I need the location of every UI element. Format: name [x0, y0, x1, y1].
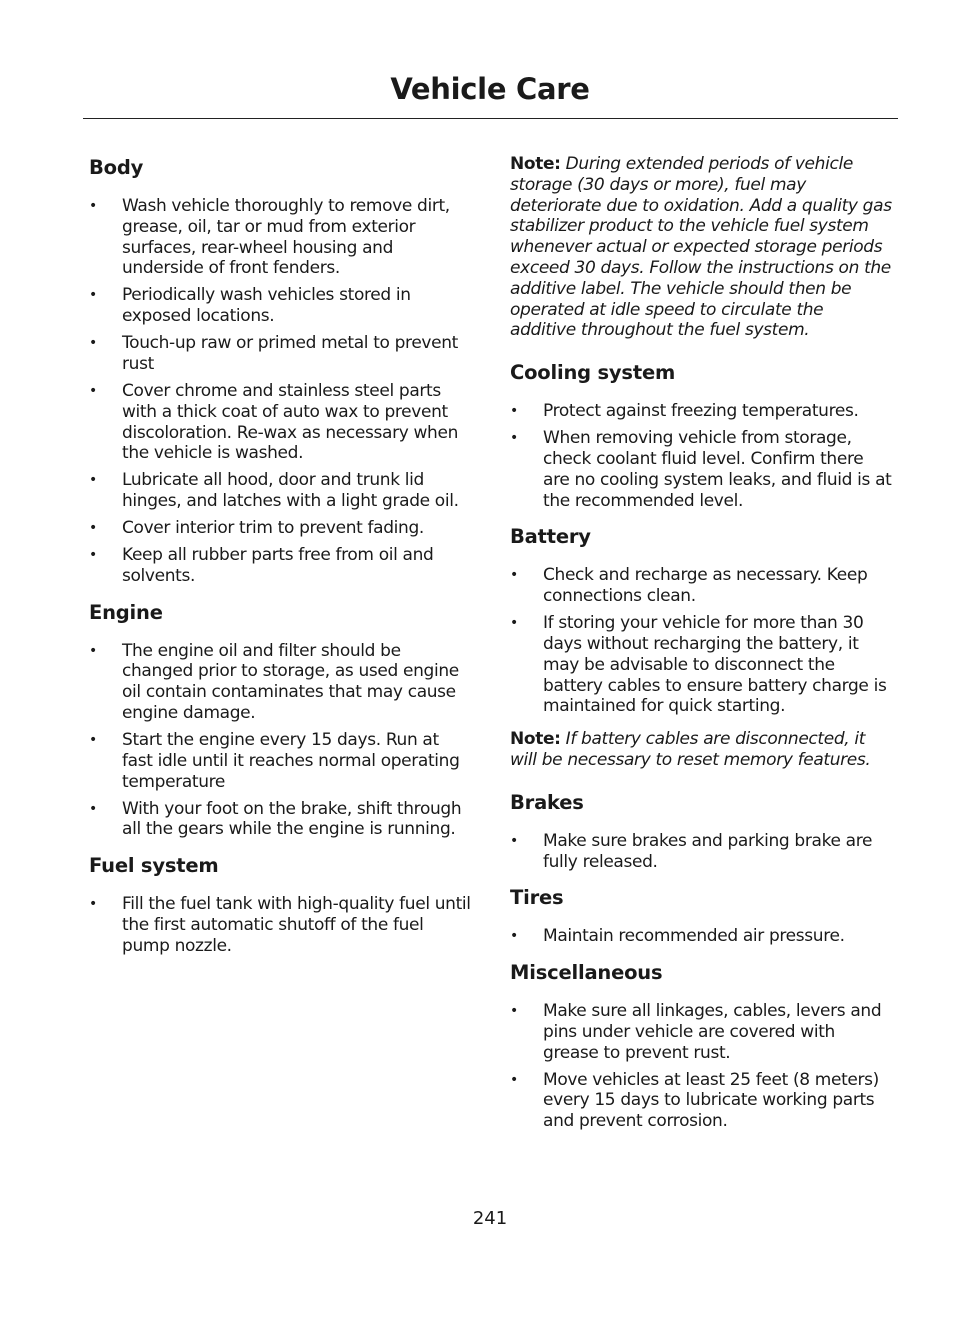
bullet-list	[510, 831, 892, 873]
list-item: • When removing vehicle from storage, check coolant fluid level. Confirm there are no cooling system leaks, and fluid is at the recommended level.	[510, 428, 892, 511]
section-fuel-system	[89, 852, 471, 956]
bullet-icon: •	[510, 1003, 518, 1020]
list-item: • Move vehicles at least 25 feet (8 meters) every 15 days to lubricate working parts and prevent corrosion.	[510, 1069, 879, 1132]
bullet-list	[510, 926, 892, 947]
list-item: • Periodically wash vehicles stored in exposed locations.	[89, 285, 411, 327]
list-item: • The engine oil and filter should be changed prior to storage, as used engine oil contain contaminates that may cause engine damage.	[89, 640, 459, 724]
section-heading: Battery	[510, 525, 591, 549]
list-item: • Fill the fuel tank with high-quality fuel until the first automatic shutoff of the fuel pump nozzle.	[89, 894, 471, 956]
list-item: • Touch-up raw or primed metal to prevent rust	[89, 333, 458, 374]
section-heading: Fuel system	[89, 854, 219, 878]
list-item: • Protect against freezing temperatures.	[510, 401, 859, 422]
bullet-list	[510, 401, 892, 511]
bullet-icon: •	[89, 896, 97, 913]
bullet-icon: •	[510, 567, 518, 584]
section-heading: Tires	[510, 886, 564, 910]
bullet-icon: •	[89, 335, 97, 352]
list-item: • If storing your vehicle for more than 30 days without recharging the battery, it may be advisable to disconnect the battery cables to ensure battery charge is maintained for quick starting.	[510, 613, 887, 717]
list-item: • Make sure brakes and parking brake are fully released.	[510, 830, 873, 872]
bullet-icon: •	[89, 382, 97, 399]
page-title: Vehicle Care	[390, 72, 590, 106]
bullet-icon: •	[89, 472, 97, 489]
bullet-list	[510, 1001, 892, 1132]
bullet-icon: •	[89, 520, 97, 537]
note-battery	[510, 729, 892, 771]
note-label: Note:	[510, 154, 561, 174]
list-item: • Cover interior trim to prevent fading.	[89, 518, 424, 539]
right-column	[510, 154, 892, 1144]
section-tires	[510, 884, 892, 947]
section-brakes	[510, 789, 892, 873]
section-heading: Miscellaneous	[510, 961, 663, 985]
bullet-list	[89, 641, 471, 841]
list-item: • Keep all rubber parts free from oil and solvents.	[89, 545, 434, 586]
bullet-icon: •	[510, 928, 518, 945]
section-heading: Body	[89, 156, 144, 179]
bullet-list	[89, 196, 471, 587]
bullet-icon: •	[510, 430, 518, 447]
note-fuel-storage	[510, 154, 892, 341]
list-item: • Maintain recommended air pressure.	[510, 926, 845, 947]
section-miscellaneous	[510, 959, 892, 1132]
list-item: • Make sure all linkages, cables, levers and pins under vehicle are covered with grease to prevent rust.	[510, 1001, 882, 1063]
bullet-icon: •	[89, 547, 97, 564]
note-label: Note:	[510, 729, 561, 750]
note-text: If battery cables are disconnected, it will be necessary to reset memory features.	[510, 729, 871, 770]
page-number: 241	[472, 1208, 508, 1229]
bullet-icon: •	[89, 287, 97, 304]
title-divider	[83, 118, 898, 119]
bullet-list	[89, 894, 471, 956]
list-item: • Start the engine every 15 days. Run at fast idle until it reaches normal operating temperature	[89, 730, 460, 792]
bullet-icon: •	[89, 642, 97, 659]
bullet-icon: •	[89, 732, 97, 749]
list-item: • Check and recharge as necessary. Keep connections clean.	[510, 565, 868, 607]
section-engine	[89, 599, 471, 841]
bullet-icon: •	[510, 615, 518, 632]
section-body	[89, 154, 471, 587]
list-item: • Cover chrome and stainless steel parts with a thick coat of auto wax to prevent discoloration. Re-wax as necessary when the vehicle is washed.	[89, 380, 459, 464]
bullet-icon: •	[89, 800, 97, 817]
list-item: • Wash vehicle thoroughly to remove dirt, grease, oil, tar or mud from exterior surfaces, rear-wheel housing and underside of front fenders.	[89, 196, 450, 279]
note-text: During extended periods of vehicle storage (30 days or more), fuel may deteriorate due to oxidation. Add a quality gas stabilizer product to the vehicle fuel system whenever actual or expected storage periods exceed 30 days. Follow the instructions on the additive label. The vehicle should then be operated at idle speed to circulate the additive throughout the fuel system.	[510, 154, 892, 341]
section-battery	[510, 523, 892, 717]
bullet-icon: •	[89, 198, 97, 214]
section-heading: Engine	[89, 600, 163, 624]
bullet-icon: •	[510, 403, 518, 420]
section-heading: Cooling system	[510, 361, 676, 385]
left-column	[89, 154, 471, 969]
bullet-list	[510, 565, 892, 717]
bullet-icon: •	[510, 832, 518, 849]
bullet-icon: •	[510, 1071, 518, 1088]
list-item: • Lubricate all hood, door and trunk lid hinges, and latches with a light grade oil.	[89, 470, 459, 512]
section-heading: Brakes	[510, 790, 584, 814]
list-item: • With your foot on the brake, shift through all the gears while the engine is running.	[89, 798, 462, 840]
section-cooling-system	[510, 359, 892, 511]
